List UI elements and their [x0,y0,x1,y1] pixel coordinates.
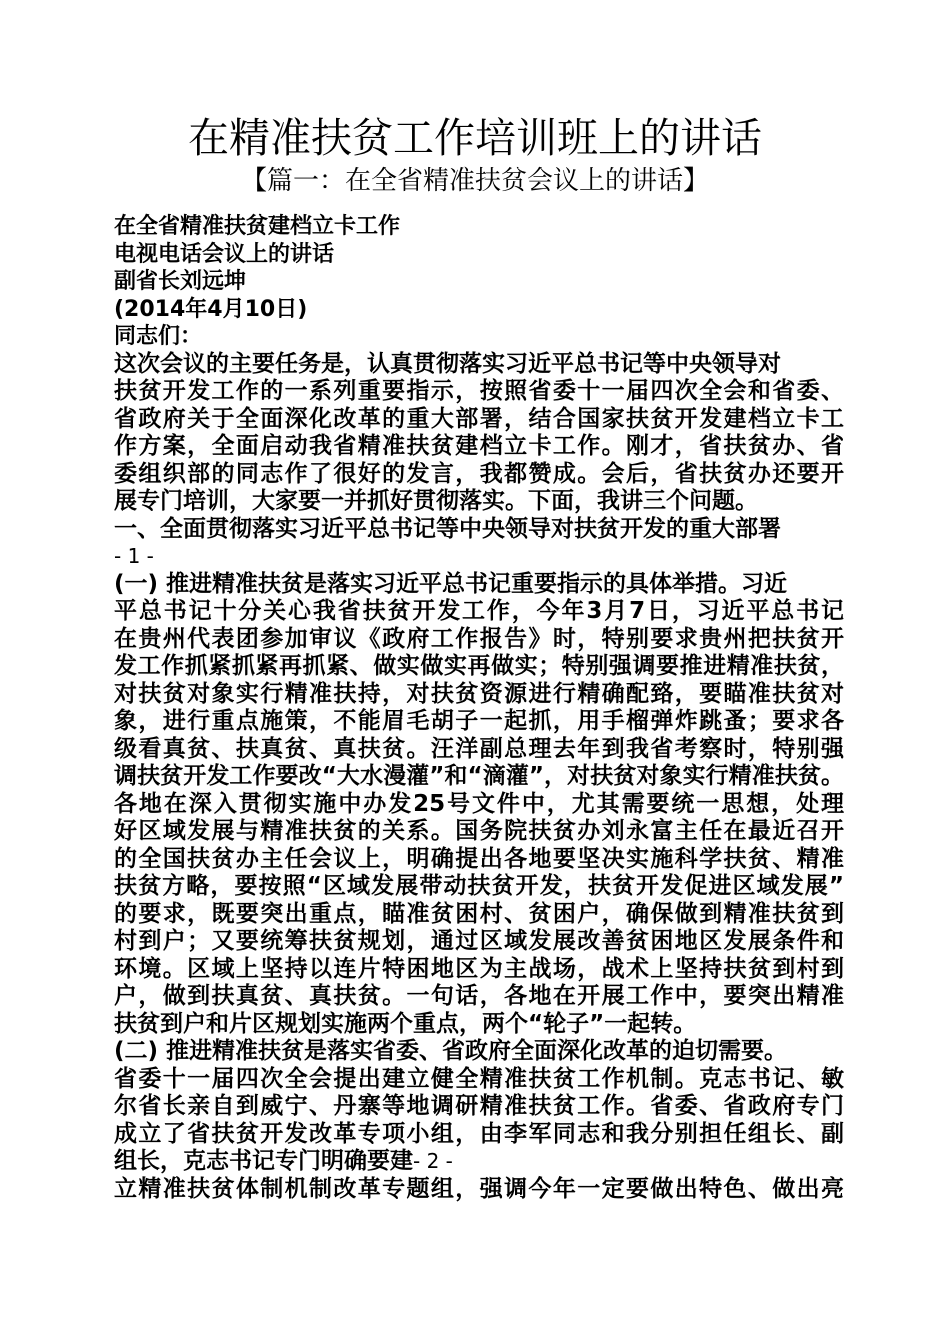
body-line [114,873,844,901]
body-line-text: 各地在深入贯彻实施中办发25号文件中，尤其需要统一思想，处理 [114,790,844,817]
body-line-text: 好区域发展与精准扶贫的关系。国务院扶贫办刘永富主任在最近召开 [114,818,844,844]
body-line [114,351,844,379]
body-line [114,378,844,406]
body-line [114,983,844,1011]
body-line-text: (2014年4月10日) [114,296,308,322]
body-line [114,681,844,709]
body-line-text: 成立了省扶贫开发改革专项小组，由李军同志和我分别担任组长、副 [114,1120,844,1147]
body-line [114,268,844,296]
body-line [114,736,844,764]
body-line-text: 在全省精准扶贫建档立卡工作 [114,214,401,239]
body-line [114,1093,844,1121]
body-line [114,791,844,819]
body-line [114,846,844,874]
body-line-text: 发工作抓紧抓紧再抓紧、做实做实再做实；特别强调要推进精准扶贫， [114,653,844,679]
body-line [114,1038,844,1066]
body-line-text: 级看真贫、扶真贫、真扶贫。汪洋副总理去年到我省考察时，特别强 [114,735,844,762]
body-line [114,488,844,516]
body-line-text: 在贵州代表团参加审议《政府工作报告》时，特别要求贵州把扶贫开 [114,625,844,652]
body-line [114,901,844,929]
body-line-text: 同志们： [114,324,203,349]
document-title: 在精准扶贫工作培训班上的讲话 [188,114,762,162]
body-line-text: (二) 推进精准扶贫是落实省委、省政府全面深化改革的迫切需要。 [114,1038,788,1064]
body-line-text: (一) 推进精准扶贫是落实习近平总书记重要指示的具体举措。习近 [114,570,788,597]
body-line [114,213,844,241]
body-line-text: 象，进行重点施策，不能眉毛胡子一起抓，用手榴弹炸跳蚤；要求各 [114,708,844,734]
body-line-text: 作方案，全面启动我省精准扶贫建档立卡工作。刚才，省扶贫办、省 [114,433,844,459]
body-line [114,296,844,324]
body-line [114,653,844,681]
body-line [114,928,844,956]
body-line-text: 组长，克志书记专门明确要建 [114,1148,413,1174]
body-line [114,1148,844,1176]
body-line [114,516,844,544]
body-line [114,241,844,269]
page-number [114,543,844,571]
body-line [114,1011,844,1039]
body-line-text: 的要求，既要突出重点，瞄准贫困村、贫困户，确保做到精准扶贫到 [114,900,844,927]
body-line-text: 对扶贫对象实行精准扶持，对扶贫资源进行精确配臵，要瞄准扶贫对 [114,680,844,707]
body-line [114,708,844,736]
body-line [114,626,844,654]
body-line-text: 电视电话会议上的讲话 [114,241,335,267]
body-line-text: - 1 - [114,544,154,568]
body-line [114,323,844,351]
body-line-text: 扶贫到户和片区规划实施两个重点，两个“轮子”一起转。 [114,1010,697,1037]
body-line-text: 户，做到扶真贫、真扶贫。一句话，各地在开展工作中，要突出精准 [114,983,844,1009]
body-line [114,1176,844,1204]
body-line [114,1066,844,1094]
body-line [114,571,844,599]
body-line-text: 平总书记十分关心我省扶贫开发工作，今年3月7日，习近平总书记 [114,598,844,624]
body-line-text: 扶贫方略，要按照“区域发展带动扶贫开发，扶贫开发促进区域发展” [114,873,844,899]
body-line-text: 的全国扶贫办主任会议上，明确提出各地要坚决实施科学扶贫、精准 [114,845,844,872]
body-line-text: 副省长刘远坤 [114,269,247,294]
body-line [114,406,844,434]
body-line [114,433,844,461]
body-line-text: 这次会议的主要任务是，认真贯彻落实习近平总书记等中央领导对 [114,350,781,377]
page-number: - 2 - [413,1149,453,1173]
document-body [114,213,844,1203]
body-line-text: 立精准扶贫体制机制改革专题组，强调今年一定要做出特色、做出亮 [114,1175,844,1202]
document-subtitle: 【篇一：在全省精准扶贫会议上的讲话】 [240,166,709,196]
body-line [114,818,844,846]
body-line-text: 扶贫开发工作的一系列重要指示，按照省委十一届四次全会和省委、 [114,378,844,404]
body-line-text: 环境。区域上坚持以连片特困地区为主战场，战术上坚持扶贫到村到 [114,955,844,982]
body-line [114,763,844,791]
body-line-text: 展专门培训，大家要一并抓好贯彻落实。下面，我讲三个问题。 [114,488,758,514]
body-line-text: 调扶贫开发工作要改“大水漫灌”和“滴灌”，对扶贫对象实行精准扶贫。 [114,763,844,789]
body-line [114,598,844,626]
body-line-text: 省政府关于全面深化改革的重大部署，结合国家扶贫开发建档立卡工 [114,405,844,432]
body-line-text: 一、全面贯彻落实习近平总书记等中央领导对扶贫开发的重大部署 [114,515,781,542]
body-line-text: 省委十一届四次全会提出建立健全精准扶贫工作机制。克志书记、敏 [114,1065,844,1092]
body-line [114,1121,844,1149]
body-line [114,956,844,984]
body-line-text: 村到户；又要统筹扶贫规划，通过区域发展改善贫困地区发展条件和 [114,928,844,954]
body-line-text: 尔省长亲自到威宁、丹寨等地调研精准扶贫工作。省委、省政府专门 [114,1093,844,1119]
body-line [114,461,844,489]
body-line-text: 委组织部的同志作了很好的发言，我都赞成。会后，省扶贫办还要开 [114,460,844,487]
